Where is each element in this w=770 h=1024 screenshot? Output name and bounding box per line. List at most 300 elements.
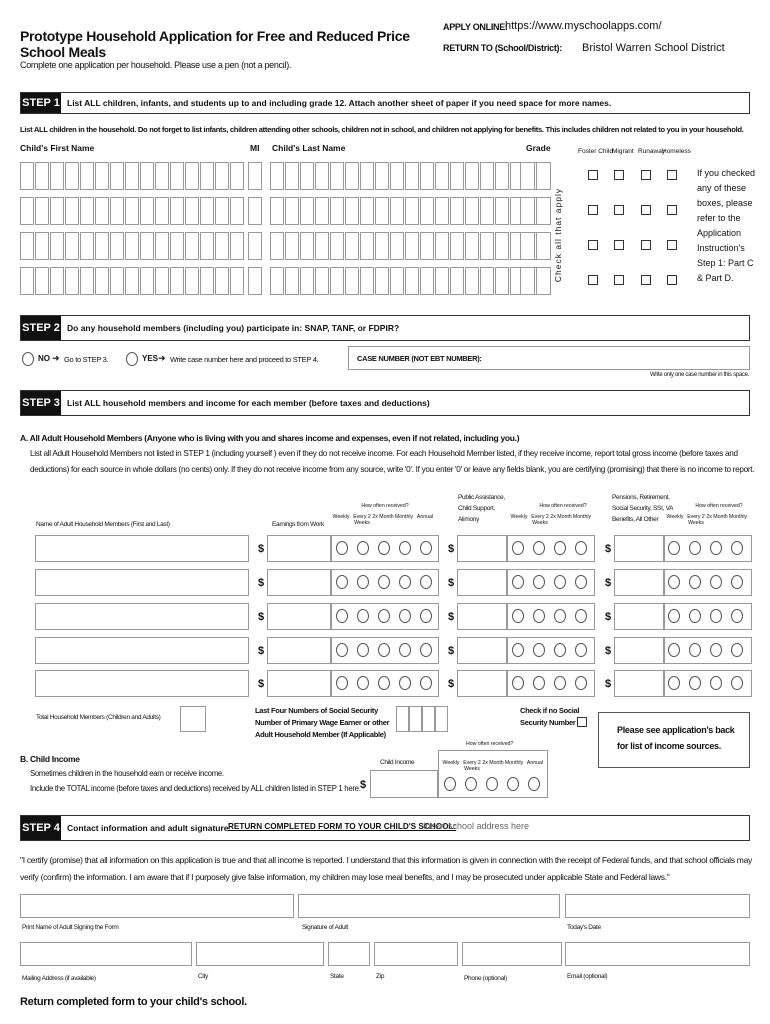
letter-box[interactable] — [170, 162, 184, 190]
child-income-frequency-radio[interactable] — [465, 777, 477, 791]
status-checkbox[interactable] — [614, 275, 624, 285]
letter-box[interactable] — [35, 162, 49, 190]
public-assistance-field[interactable] — [457, 569, 507, 596]
letter-box[interactable] — [420, 162, 434, 190]
letter-box[interactable] — [465, 197, 479, 225]
child-mi-field[interactable] — [248, 197, 262, 225]
earnings-frequency-radio[interactable] — [378, 575, 390, 589]
child-grade-field[interactable] — [536, 162, 551, 190]
letter-box[interactable] — [300, 267, 314, 295]
status-checkbox[interactable] — [614, 205, 624, 215]
letter-box[interactable] — [285, 267, 299, 295]
letter-box[interactable] — [140, 197, 154, 225]
step3-bar — [20, 390, 750, 416]
adult-name-field[interactable] — [35, 670, 249, 697]
child-income-label: Child Income — [380, 759, 415, 766]
status-checkbox[interactable] — [641, 205, 651, 215]
status-checkbox[interactable] — [641, 275, 651, 285]
earnings-frequency-radio[interactable] — [357, 676, 369, 690]
letter-box[interactable] — [405, 267, 419, 295]
col-grade: Grade — [526, 143, 551, 153]
earnings-frequency-radio[interactable] — [420, 643, 432, 657]
letter-box[interactable] — [315, 267, 329, 295]
letter-box[interactable] — [345, 162, 359, 190]
letter-box[interactable] — [420, 267, 434, 295]
frequency-label: Every 2 Weeks — [463, 760, 481, 772]
letter-box[interactable] — [270, 197, 284, 225]
frequency-label: Every 2 Weeks — [687, 514, 705, 526]
public-frequency-radio[interactable] — [512, 609, 524, 623]
frequency-label: Weekly — [442, 760, 460, 766]
state-field[interactable] — [328, 942, 370, 966]
letter-box[interactable] — [95, 267, 109, 295]
email-field[interactable] — [565, 942, 750, 966]
letter-box[interactable] — [345, 232, 359, 260]
frequency-label: Monthly — [504, 760, 524, 766]
earnings-frequency-radio[interactable] — [399, 643, 411, 657]
pensions-field[interactable] — [614, 569, 664, 596]
letter-box[interactable] — [50, 197, 64, 225]
letter-box[interactable] — [375, 197, 389, 225]
public-frequency-radio[interactable] — [533, 643, 545, 657]
letter-box[interactable] — [450, 267, 464, 295]
letter-box[interactable] — [200, 267, 214, 295]
child-mi-field[interactable] — [248, 162, 262, 190]
status-checkbox[interactable] — [667, 170, 677, 180]
letter-box[interactable] — [450, 162, 464, 190]
letter-box[interactable] — [110, 232, 124, 260]
pensions-frequency-radio[interactable] — [731, 609, 743, 623]
see-back-text: Please see application's back for list of income sources. — [617, 725, 735, 751]
earnings-frequency-radio[interactable] — [336, 609, 348, 623]
letter-box[interactable] — [155, 267, 169, 295]
letter-box[interactable] — [80, 232, 94, 260]
form-subtitle: Complete one application per household. Please use a pen (not a pencil). — [20, 60, 292, 70]
earnings-frequency-radio[interactable] — [378, 541, 390, 555]
dollar-sign: $ — [448, 577, 455, 589]
public-frequency-radio[interactable] — [512, 676, 524, 690]
letter-box[interactable] — [465, 267, 479, 295]
letter-box[interactable] — [185, 267, 199, 295]
letter-box[interactable] — [435, 162, 449, 190]
public-frequency-radio[interactable] — [575, 575, 587, 589]
adult-name-field[interactable] — [35, 535, 249, 562]
col-mi: MI — [250, 143, 260, 153]
letter-box[interactable] — [435, 197, 449, 225]
letter-box[interactable] — [285, 197, 299, 225]
letter-box[interactable] — [50, 162, 64, 190]
letter-box[interactable] — [215, 197, 229, 225]
letter-box[interactable] — [50, 267, 64, 295]
letter-box[interactable] — [230, 162, 244, 190]
letter-box[interactable] — [80, 197, 94, 225]
letter-box[interactable] — [215, 267, 229, 295]
ssn-field[interactable] — [396, 706, 448, 732]
public-frequency-radio[interactable] — [533, 676, 545, 690]
letter-box[interactable] — [170, 267, 184, 295]
print-name-field[interactable] — [20, 894, 294, 918]
earnings-field[interactable] — [267, 603, 331, 630]
letter-box[interactable] — [375, 267, 389, 295]
public-frequency-radio[interactable] — [512, 575, 524, 589]
public-assistance-field[interactable] — [457, 670, 507, 697]
letter-box[interactable] — [450, 232, 464, 260]
public-frequency-radio[interactable] — [512, 643, 524, 657]
pensions-field[interactable] — [614, 535, 664, 562]
case-number-field[interactable] — [348, 346, 750, 370]
letter-box[interactable] — [110, 267, 124, 295]
letter-box[interactable] — [360, 197, 374, 225]
status-checkbox[interactable] — [588, 240, 598, 250]
ssn-label: Last Four Numbers of Social Security Number of Primary Wage Earner or other Adult Household Member (If Applicable) — [255, 706, 390, 739]
letter-box[interactable] — [35, 197, 49, 225]
letter-box[interactable] — [65, 197, 79, 225]
phone-field[interactable] — [462, 942, 562, 966]
letter-box[interactable] — [435, 232, 449, 260]
total-members-label: Total Household Members (Children and Adults) — [36, 714, 161, 721]
earnings-frequency-radio[interactable] — [336, 541, 348, 555]
letter-box[interactable] — [140, 232, 154, 260]
step4-bar — [20, 815, 750, 841]
letter-box[interactable] — [495, 267, 509, 295]
letter-box[interactable] — [125, 197, 139, 225]
letter-box[interactable] — [315, 162, 329, 190]
pensions-frequency-radio[interactable] — [710, 575, 722, 589]
pensions-frequency-radio[interactable] — [689, 575, 701, 589]
letter-box[interactable] — [95, 232, 109, 260]
frequency-label: Every 2 Weeks — [531, 514, 549, 526]
child-grade-field[interactable] — [520, 162, 535, 190]
earnings-frequency-radio[interactable] — [357, 609, 369, 623]
public-frequency-radio[interactable] — [575, 676, 587, 690]
earnings-frequency-radio[interactable] — [420, 676, 432, 690]
step3-label: STEP 3 — [21, 391, 61, 415]
earnings-frequency-radio[interactable] — [420, 541, 432, 555]
dollar-sign: $ — [258, 645, 265, 657]
letter-box[interactable] — [495, 197, 509, 225]
public-frequency-radio[interactable] — [575, 541, 587, 555]
child-income-frequency-radio[interactable] — [444, 777, 456, 791]
pensions-field[interactable] — [614, 670, 664, 697]
letter-box[interactable] — [125, 267, 139, 295]
letter-box[interactable] — [390, 232, 404, 260]
see-back-box — [598, 712, 750, 768]
earnings-field[interactable] — [267, 535, 331, 562]
public-frequency-radio[interactable] — [533, 541, 545, 555]
letter-box[interactable] — [155, 232, 169, 260]
no-ssn-label: Check if no Social Security Number — [520, 706, 580, 727]
status-checkbox[interactable] — [588, 205, 598, 215]
pensions-frequency-radio[interactable] — [731, 676, 743, 690]
letter-box[interactable] — [300, 162, 314, 190]
letter-box[interactable] — [345, 197, 359, 225]
letter-box[interactable] — [230, 232, 244, 260]
pensions-field[interactable] — [614, 603, 664, 630]
mailing-address-field[interactable] — [20, 942, 192, 966]
letter-box[interactable] — [155, 162, 169, 190]
letter-box[interactable] — [360, 232, 374, 260]
adult-name-field[interactable] — [35, 637, 249, 664]
public-frequency-radio[interactable] — [575, 609, 587, 623]
letter-box[interactable] — [330, 162, 344, 190]
earnings-frequency-radio[interactable] — [399, 676, 411, 690]
zip-field[interactable] — [374, 942, 458, 966]
earnings-frequency-radio[interactable] — [399, 541, 411, 555]
child-mi-field[interactable] — [248, 267, 262, 295]
letter-box[interactable] — [465, 232, 479, 260]
earnings-frequency-radio[interactable] — [357, 643, 369, 657]
pensions-frequency-radio[interactable] — [710, 609, 722, 623]
earnings-field[interactable] — [267, 569, 331, 596]
arrow-right-icon: ➜ — [158, 353, 166, 363]
public-frequency-radio[interactable] — [575, 643, 587, 657]
letter-box[interactable] — [200, 232, 214, 260]
letter-box[interactable] — [65, 232, 79, 260]
letter-box[interactable] — [170, 197, 184, 225]
public-frequency-radio[interactable] — [554, 575, 566, 589]
pensions-frequency-radio[interactable] — [689, 609, 701, 623]
letter-box[interactable] — [35, 232, 49, 260]
child-grade-field[interactable] — [536, 232, 551, 260]
pensions-frequency-radio[interactable] — [668, 676, 680, 690]
letter-box[interactable] — [50, 232, 64, 260]
status-checkbox[interactable] — [667, 205, 677, 215]
letter-box[interactable] — [95, 197, 109, 225]
child-grade-field[interactable] — [520, 232, 535, 260]
col-adult-name: Name of Adult Household Members (First and Last) — [36, 521, 170, 528]
signature-field[interactable] — [298, 894, 560, 918]
earnings-frequency-radio[interactable] — [420, 575, 432, 589]
pensions-frequency-radio[interactable] — [689, 643, 701, 657]
letter-box[interactable] — [155, 197, 169, 225]
letter-box[interactable] — [300, 197, 314, 225]
letter-box[interactable] — [20, 232, 34, 260]
pensions-frequency-radio[interactable] — [710, 643, 722, 657]
status-checkbox[interactable] — [588, 275, 598, 285]
status-checkbox[interactable] — [641, 240, 651, 250]
col-earnings: Earnings from Work — [272, 521, 324, 528]
letter-box[interactable] — [110, 162, 124, 190]
child-income-frequency-radio[interactable] — [528, 777, 540, 791]
earnings-frequency-radio[interactable] — [336, 575, 348, 589]
date-label: Today's Date — [567, 924, 601, 931]
letter-box[interactable] — [495, 162, 509, 190]
letter-box[interactable] — [330, 197, 344, 225]
letter-box[interactable] — [270, 162, 284, 190]
public-frequency-radio[interactable] — [554, 609, 566, 623]
status-checkbox[interactable] — [641, 170, 651, 180]
letter-box[interactable] — [480, 197, 494, 225]
letter-box[interactable] — [375, 232, 389, 260]
step2-heading: Do any household members (including you) participate in: SNAP, TANF, or FDPIR? — [67, 323, 400, 333]
letter-box[interactable] — [375, 162, 389, 190]
earnings-field[interactable] — [267, 637, 331, 664]
step1-heading: List ALL children, infants, and students up to and including grade 12. Attach another sheet of paper if you need space for more names. — [67, 98, 612, 108]
child-income-frequency-radio[interactable] — [486, 777, 498, 791]
letter-box[interactable] — [20, 267, 34, 295]
letter-box[interactable] — [200, 197, 214, 225]
footer-return: Return completed form to your child's school. — [20, 996, 247, 1008]
letter-box[interactable] — [405, 232, 419, 260]
pensions-frequency-radio[interactable] — [668, 575, 680, 589]
child-grade-field[interactable] — [520, 267, 535, 295]
partB-text2: Include the TOTAL income (before taxes and deductions) received by ALL children listed in STEP 1 here. — [30, 784, 361, 793]
earnings-frequency-radio[interactable] — [420, 609, 432, 623]
pensions-frequency-radio[interactable] — [668, 541, 680, 555]
form-title: Prototype Household Application for Free and Reduced Price School Meals — [20, 28, 410, 60]
status-checkbox[interactable] — [667, 275, 677, 285]
pensions-frequency-radio[interactable] — [731, 541, 743, 555]
public-assistance-field[interactable] — [457, 603, 507, 630]
pensions-frequency-radio[interactable] — [731, 575, 743, 589]
child-grade-field[interactable] — [536, 197, 551, 225]
letter-box[interactable] — [450, 197, 464, 225]
step2-no-radio[interactable] — [22, 352, 34, 366]
letter-box[interactable] — [20, 162, 34, 190]
letter-box[interactable] — [285, 162, 299, 190]
public-frequency-radio[interactable] — [512, 541, 524, 555]
letter-box[interactable] — [330, 232, 344, 260]
pensions-frequency-radio[interactable] — [710, 541, 722, 555]
case-number-label: CASE NUMBER (NOT EBT NUMBER): — [357, 354, 482, 363]
public-assistance-field[interactable] — [457, 637, 507, 664]
earnings-frequency-radio[interactable] — [378, 676, 390, 690]
pensions-frequency-radio[interactable] — [731, 643, 743, 657]
letter-box[interactable] — [110, 197, 124, 225]
letter-box[interactable] — [125, 162, 139, 190]
child-grade-field[interactable] — [520, 197, 535, 225]
status-checkbox[interactable] — [614, 240, 624, 250]
letter-box[interactable] — [140, 162, 154, 190]
letter-box[interactable] — [230, 267, 244, 295]
letter-box[interactable] — [200, 162, 214, 190]
letter-box[interactable] — [65, 162, 79, 190]
letter-box[interactable] — [405, 162, 419, 190]
letter-box[interactable] — [465, 162, 479, 190]
step2-no-text: Go to STEP 3. — [64, 355, 109, 364]
letter-box[interactable] — [230, 197, 244, 225]
child-mi-field[interactable] — [248, 232, 262, 260]
pensions-frequency-radio[interactable] — [668, 609, 680, 623]
status-checkbox[interactable] — [614, 170, 624, 180]
step4-heading: Contact information and adult signature. — [67, 823, 231, 833]
earnings-frequency-radio[interactable] — [336, 676, 348, 690]
letter-box[interactable] — [360, 162, 374, 190]
letter-box[interactable] — [170, 232, 184, 260]
earnings-frequency-radio[interactable] — [378, 643, 390, 657]
return-form-label: RETURN COMPLETED FORM TO YOUR CHILD'S SCHOOL: — [228, 822, 457, 831]
email-label: Email (optional) — [567, 973, 608, 980]
public-frequency-radio[interactable] — [554, 676, 566, 690]
child-income-dollar: $ — [360, 779, 367, 791]
public-frequency-radio[interactable] — [554, 643, 566, 657]
apply-online-url[interactable]: https://www.myschoolapps.com/ — [505, 20, 662, 32]
child-income-frequency-radio[interactable] — [507, 777, 519, 791]
letter-box[interactable] — [185, 232, 199, 260]
letter-box[interactable] — [390, 162, 404, 190]
no-ssn-checkbox[interactable] — [577, 717, 587, 727]
letter-box[interactable] — [405, 197, 419, 225]
letter-box[interactable] — [215, 232, 229, 260]
letter-box[interactable] — [330, 267, 344, 295]
letter-box[interactable] — [345, 267, 359, 295]
letter-box[interactable] — [420, 197, 434, 225]
total-members-field[interactable] — [180, 706, 206, 732]
pensions-frequency-radio[interactable] — [689, 541, 701, 555]
letter-box[interactable] — [35, 267, 49, 295]
letter-box[interactable] — [435, 267, 449, 295]
letter-box[interactable] — [185, 162, 199, 190]
child-income-field[interactable] — [370, 770, 438, 798]
public-frequency-radio[interactable] — [554, 541, 566, 555]
letter-box[interactable] — [215, 162, 229, 190]
letter-box[interactable] — [480, 162, 494, 190]
child-grade-field[interactable] — [536, 267, 551, 295]
frequency-label: Every 2 Weeks — [353, 514, 371, 526]
letter-box[interactable] — [315, 232, 329, 260]
public-frequency-radio[interactable] — [533, 575, 545, 589]
adult-name-field[interactable] — [35, 569, 249, 596]
earnings-field[interactable] — [267, 670, 331, 697]
earnings-frequency-radio[interactable] — [357, 575, 369, 589]
letter-box[interactable] — [270, 232, 284, 260]
letter-box[interactable] — [480, 232, 494, 260]
earnings-frequency-radio[interactable] — [399, 575, 411, 589]
status-checkbox[interactable] — [588, 170, 598, 180]
letter-box[interactable] — [140, 267, 154, 295]
pensions-frequency-radio[interactable] — [668, 643, 680, 657]
letter-box[interactable] — [65, 267, 79, 295]
city-field[interactable] — [196, 942, 324, 966]
pensions-frequency-radio[interactable] — [689, 676, 701, 690]
letter-box[interactable] — [495, 232, 509, 260]
earnings-frequency-radio[interactable] — [399, 609, 411, 623]
dollar-sign: $ — [258, 577, 265, 589]
letter-box[interactable] — [185, 197, 199, 225]
letter-box[interactable] — [95, 162, 109, 190]
step2-yes-radio[interactable] — [126, 352, 138, 366]
earnings-frequency-radio[interactable] — [336, 643, 348, 657]
pensions-field[interactable] — [614, 637, 664, 664]
letter-box[interactable] — [285, 232, 299, 260]
check-homeless: Homeless — [662, 148, 691, 155]
earnings-frequency-radio[interactable] — [357, 541, 369, 555]
date-field[interactable] — [565, 894, 750, 918]
letter-box[interactable] — [480, 267, 494, 295]
letter-box[interactable] — [390, 197, 404, 225]
letter-box[interactable] — [315, 197, 329, 225]
adult-name-field[interactable] — [35, 603, 249, 630]
letter-box[interactable] — [300, 232, 314, 260]
frequency-label: 2x Month — [550, 514, 572, 520]
letter-box[interactable] — [360, 267, 374, 295]
letter-box[interactable] — [80, 267, 94, 295]
public-frequency-radio[interactable] — [533, 609, 545, 623]
letter-box[interactable] — [420, 232, 434, 260]
return-address-field[interactable]: Insert school address here — [423, 821, 530, 831]
letter-box[interactable] — [80, 162, 94, 190]
letter-box[interactable] — [125, 232, 139, 260]
letter-box[interactable] — [390, 267, 404, 295]
public-assistance-field[interactable] — [457, 535, 507, 562]
letter-box[interactable] — [20, 197, 34, 225]
pensions-frequency-radio[interactable] — [710, 676, 722, 690]
status-checkbox[interactable] — [667, 240, 677, 250]
letter-box[interactable] — [270, 267, 284, 295]
check-foster: Foster Child — [578, 148, 614, 155]
partB-text1: Sometimes children in the household earn or receive income. — [30, 769, 224, 778]
earnings-frequency-radio[interactable] — [378, 609, 390, 623]
